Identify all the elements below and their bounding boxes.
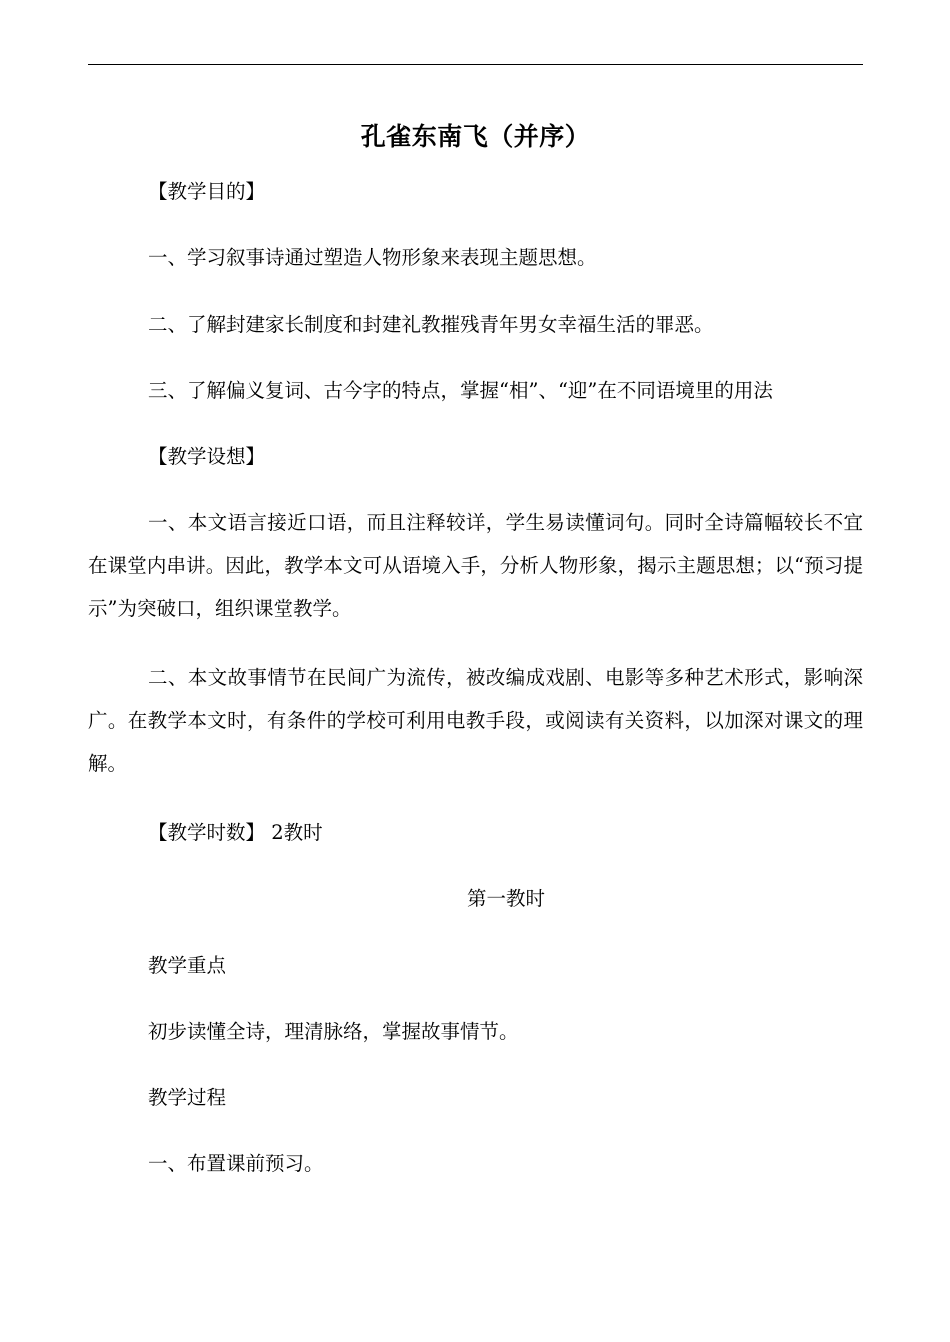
- document-title: 孔雀东南飞（并序）: [360, 122, 591, 151]
- lesson-heading: 第一教时: [466, 887, 545, 910]
- header-rule: [88, 64, 863, 65]
- focus-text: 初步读懂全诗，理清脉络，掌握故事情节。: [148, 1020, 519, 1043]
- process-step-1: 一、布置课前预习。: [148, 1152, 324, 1175]
- design-paragraph-2: 二、本文故事情节在民间广为流传，被改编成戏剧、电影等多种艺术形式，影响深广。在教学本文时，有条件的学校可利用电教手段，或阅读有关资料，以加深对课文的理解。: [88, 666, 863, 775]
- design-paragraph-1: 一、本文语言接近口语，而且注释较详，学生易读懂词句。同时全诗篇幅较长不宜在课堂内串讲。因此，教学本文可从语境入手，分析人物形象，揭示主题思想；以“预习提示”为突破口，组织课堂教学。: [88, 511, 863, 620]
- focus-heading: 教学重点: [148, 954, 227, 977]
- goal-item-1: 一、学习叙事诗通过塑造人物形象来表现主题思想。: [148, 246, 597, 269]
- process-heading: 教学过程: [148, 1086, 227, 1109]
- design-heading: 【教学设想】: [148, 445, 266, 468]
- teaching-hours: 【教学时数】 2教时: [148, 821, 323, 844]
- goal-item-2: 二、了解封建家长制度和封建礼教摧残青年男女幸福生活的罪恶。: [148, 313, 714, 336]
- goal-item-3: 三、了解偏义复词、古今字的特点，掌握“相”、“迎”在不同语境里的用法: [148, 379, 773, 402]
- goals-heading: 【教学目的】: [148, 180, 266, 203]
